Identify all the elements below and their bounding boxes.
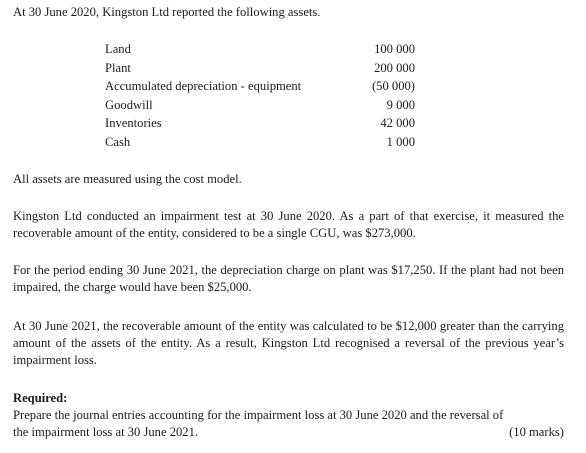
asset-value: 42 000 bbox=[380, 116, 415, 130]
asset-value: 9 000 bbox=[386, 97, 415, 112]
asset-name: Cash bbox=[105, 134, 131, 149]
asset-list bbox=[105, 40, 415, 151]
required-text-line: Prepare the journal entries accounting for the impairment loss at 30 June 2020 and the reversal of bbox=[13, 408, 504, 422]
asset-value: 200 000 bbox=[374, 60, 415, 75]
asset-name: Inventories bbox=[105, 116, 162, 130]
asset-row-accumulated-depreciation bbox=[105, 77, 415, 96]
asset-row-goodwill bbox=[105, 96, 415, 115]
required-last-line bbox=[13, 424, 564, 441]
required-text-line: the impairment loss at 30 June 2021. bbox=[13, 425, 199, 439]
asset-row-land bbox=[105, 40, 415, 59]
cost-model-paragraph: All assets are measured using the cost model. bbox=[13, 172, 242, 186]
impairment-test-paragraph: Kingston Ltd conducted an impairment test at 30 June 2020. As a part of that exercise, it measured the recoverable amount of the entity, considered to be a single CGU, was $273,000. bbox=[13, 209, 564, 240]
required-heading: Required: bbox=[13, 391, 68, 405]
asset-name: Plant bbox=[105, 60, 131, 75]
reversal-paragraph: At 30 June 2021, the recoverable amount of the entity was calculated to be $12,000 greater than the carrying amount of the assets of the entity. As a result, Kingston Ltd recognised a reversal of the previous year’s impairment loss. bbox=[13, 319, 564, 367]
asset-row-inventories bbox=[105, 114, 415, 133]
asset-name: Accumulated depreciation - equipment bbox=[105, 79, 302, 93]
depreciation-paragraph: For the period ending 30 June 2021, the depreciation charge on plant was $17,250. If the plant had not been impaired, the charge would have been $25,000. bbox=[13, 263, 564, 294]
marks-label: (10 marks) bbox=[509, 425, 564, 439]
asset-value: (50 000) bbox=[371, 79, 415, 93]
asset-row-cash bbox=[105, 133, 415, 152]
asset-value: 100 000 bbox=[374, 42, 415, 56]
asset-row-plant bbox=[105, 59, 415, 78]
asset-name: Land bbox=[105, 42, 131, 56]
asset-value: 1 000 bbox=[386, 134, 415, 149]
asset-name: Goodwill bbox=[105, 97, 153, 112]
intro-text: At 30 June 2020, Kingston Ltd reported the following assets. bbox=[13, 5, 321, 19]
required-section bbox=[13, 390, 564, 441]
